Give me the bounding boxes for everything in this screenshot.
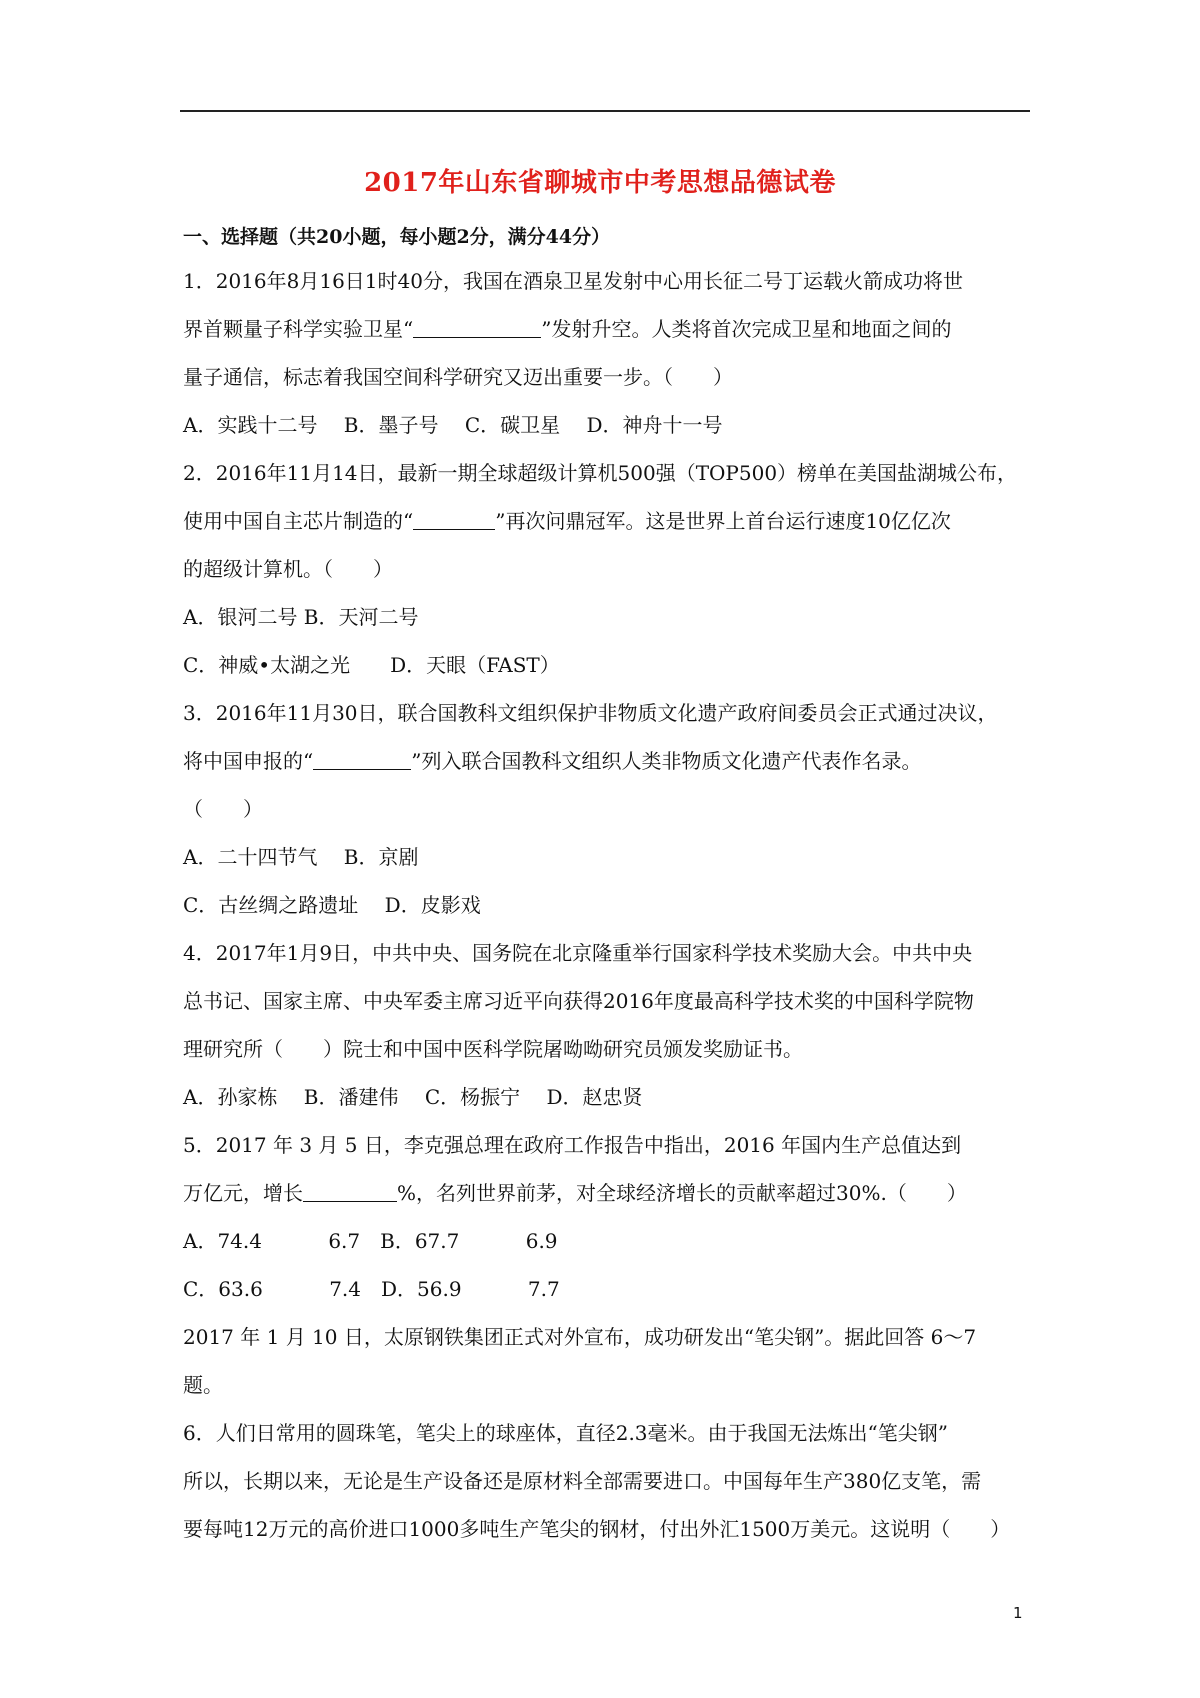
q1-line-2-start: 界首颗量子科学实验卫星“ [183,317,414,341]
q2-line-3: 的超级计算机。（ ） [183,557,393,581]
q1-line-1: 1．2016年8月16日1时40分，我国在酒泉卫星发射中心用长征二号丁运载火箭成功将世 [183,269,963,293]
q3-line-2 [183,745,921,774]
intro-6-7-line-2: 题。 [183,1373,223,1397]
q1-line-3: 量子通信，标志着我国空间科学研究又迈出重要一步。（ ） [183,365,733,389]
q5-options-1: A．74.4 6.7 B．67.7 6.9 [183,1229,558,1253]
q3-line-2-end: ”列入联合国教科文组织人类非物质文化遗产代表作名录。 [411,749,922,773]
q1-line-2 [183,313,951,342]
q4-line-1: 4．2017年1月9日，中共中央、国务院在北京隆重举行国家科学技术奖励大会。中共中央 [183,941,973,965]
q2-line-2 [183,505,951,534]
header-rule [180,110,1030,112]
q3-line-1: 3．2016年11月30日，联合国教科文组织保护非物质文化遗产政府间委员会正式通过决议， [183,701,998,725]
q4-line-3: 理研究所（ ）院士和中国中医科学院屠呦呦研究员颁发奖励证书。 [183,1037,803,1061]
q3-options-1: A．二十四节气 B．京剧 [183,845,419,869]
q3-line-2-start: 将中国申报的“ [183,749,314,773]
q2-line-1: 2．2016年11月14日，最新一期全球超级计算机500强（TOP500）榜单在美国盐湖城公布， [183,461,1018,485]
q5-line-2-start: 万亿元，增长 [183,1181,303,1205]
page-title: 2017年山东省聊城市中考思想品德试卷 [364,168,836,198]
q2-options-2: C．神威•太湖之光 D．天眼（FAST） [183,653,560,677]
q3-answer-blank [313,749,411,770]
section-heading: 一、选择题（共20小题，每小题2分，满分44分） [183,226,611,248]
q4-line-2: 总书记、国家主席、中央军委主席习近平向获得2016年度最高科学技术奖的中国科学院物 [183,989,974,1013]
q1-line-2-end: ”发射升空。人类将首次完成卫星和地面之间的 [541,317,952,341]
q2-options-1: A．银河二号 B．天河二号 [183,605,419,629]
q5-line-2 [183,1177,967,1206]
q2-answer-blank [413,509,495,530]
q6-line-3: 要每吨12万元的高价进口1000多吨生产笔尖的钢材，付出外汇1500万美元。这说明（ ） [183,1517,1011,1541]
q1-options: A．实践十二号 B．墨子号 C．碳卫星 D．神舟十一号 [183,413,723,437]
q6-line-1: 6．人们日常用的圆珠笔，笔尖上的球座体，直径2.3毫米。由于我国无法炼出“笔尖钢” [183,1421,948,1445]
q4-options: A．孙家栋 B．潘建伟 C．杨振宁 D．赵忠贤 [183,1085,643,1109]
q5-line-1: 5．2017 年 3 月 5 日，李克强总理在政府工作报告中指出，2016 年国内生产总值达到 [183,1133,962,1157]
q3-options-2: C．古丝绸之路遗址 D．皮影戏 [183,893,481,917]
q1-answer-blank [413,317,541,338]
q6-line-2: 所以，长期以来，无论是生产设备还是原材料全部需要进口。中国每年生产380亿支笔，需 [183,1469,982,1493]
q3-line-3: （ ） [183,797,263,821]
q5-options-2: C．63.6 7.4 D．56.9 7.7 [183,1277,560,1301]
intro-6-7-line-1: 2017 年 1 月 10 日，太原钢铁集团正式对外宣布，成功研发出“笔尖钢”。据此回答 6～7 [183,1325,977,1349]
q2-line-2-end: ”再次问鼎冠军。这是世界上首台运行速度10亿亿次 [495,509,951,533]
page-number: 1 [1013,1604,1023,1622]
q5-line-2-end: %，名列世界前茅，对全球经济增长的贡献率超过30%.（ ） [397,1181,967,1205]
q2-line-2-start: 使用中国自主芯片制造的“ [183,509,414,533]
q5-answer-blank [303,1181,397,1202]
